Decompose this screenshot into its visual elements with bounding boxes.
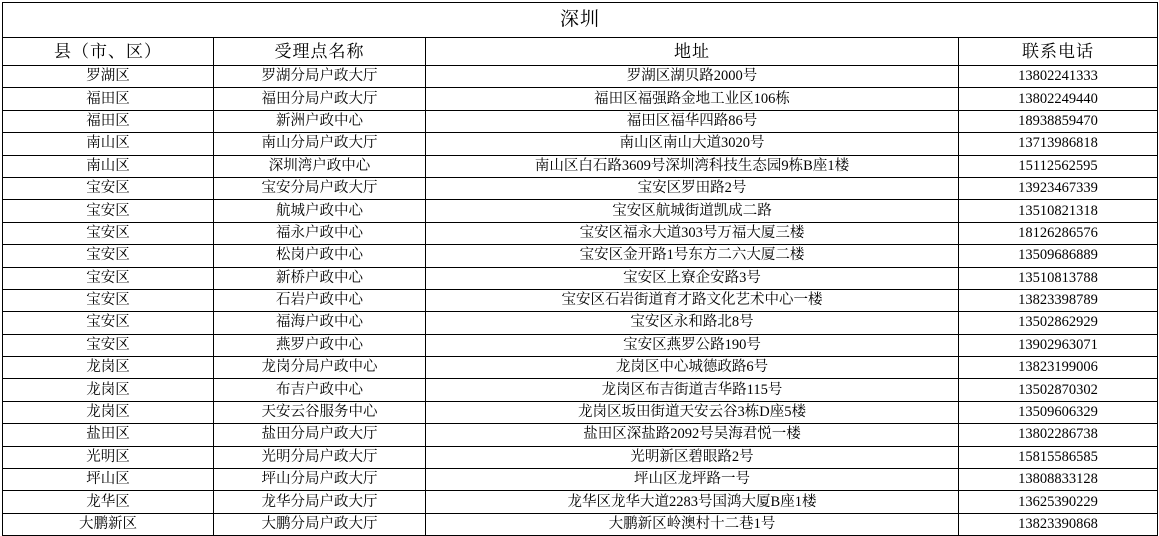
column-header-name: 受理点名称 — [214, 38, 426, 66]
cell-phone: 13902963071 — [959, 334, 1158, 356]
cell-county: 龙岗区 — [3, 379, 214, 401]
table-row — [3, 133, 1158, 155]
table-row — [3, 66, 1158, 88]
cell-county: 南山区 — [3, 155, 214, 177]
cell-address: 福田区福强路金地工业区106栋 — [426, 88, 959, 110]
cell-name: 新桥户政中心 — [214, 267, 426, 289]
table-row — [3, 469, 1158, 491]
cell-phone: 13509606329 — [959, 401, 1158, 423]
cell-address: 宝安区石岩街道育才路文化艺术中心一楼 — [426, 289, 959, 311]
cell-address: 宝安区永和路北8号 — [426, 312, 959, 334]
cell-address: 南山区白石路3609号深圳湾科技生态园9栋B座1楼 — [426, 155, 959, 177]
cell-address: 罗湖区湖贝路2000号 — [426, 66, 959, 88]
table-row — [3, 513, 1158, 535]
cell-address: 宝安区金开路1号东方二六大厦二楼 — [426, 245, 959, 267]
cell-county: 光明区 — [3, 446, 214, 468]
table-row — [3, 312, 1158, 334]
cell-county: 宝安区 — [3, 177, 214, 199]
table-row — [3, 401, 1158, 423]
cell-county: 宝安区 — [3, 267, 214, 289]
cell-name: 福田分局户政大厅 — [214, 88, 426, 110]
cell-name: 坪山分局户政大厅 — [214, 469, 426, 491]
cell-phone: 13509686889 — [959, 245, 1158, 267]
cell-county: 盐田区 — [3, 424, 214, 446]
table-row — [3, 200, 1158, 222]
cell-county: 龙华区 — [3, 491, 214, 513]
cell-phone: 15815586585 — [959, 446, 1158, 468]
table-row — [3, 491, 1158, 513]
table-row — [3, 446, 1158, 468]
cell-name: 航城户政中心 — [214, 200, 426, 222]
title-row — [3, 3, 1158, 38]
cell-name: 福海户政中心 — [214, 312, 426, 334]
cell-name: 燕罗户政中心 — [214, 334, 426, 356]
cell-phone: 15112562595 — [959, 155, 1158, 177]
cell-county: 宝安区 — [3, 312, 214, 334]
cell-phone: 13823390868 — [959, 513, 1158, 535]
cell-name: 福永户政中心 — [214, 222, 426, 244]
cell-name: 光明分局户政大厅 — [214, 446, 426, 468]
table-row — [3, 245, 1158, 267]
cell-name: 盐田分局户政大厅 — [214, 424, 426, 446]
table-row — [3, 424, 1158, 446]
cell-phone: 18938859470 — [959, 110, 1158, 132]
cell-phone: 13502870302 — [959, 379, 1158, 401]
table-row — [3, 357, 1158, 379]
cell-address: 南山区南山大道3020号 — [426, 133, 959, 155]
cell-county: 福田区 — [3, 110, 214, 132]
cell-address: 福田区福华四路86号 — [426, 110, 959, 132]
table-header — [3, 3, 1158, 66]
table-row — [3, 155, 1158, 177]
cell-county: 南山区 — [3, 133, 214, 155]
cell-phone: 13625390229 — [959, 491, 1158, 513]
cell-county: 龙岗区 — [3, 401, 214, 423]
cell-phone: 13802241333 — [959, 66, 1158, 88]
cell-address: 盐田区深盐路2092号吴海君悦一楼 — [426, 424, 959, 446]
cell-phone: 13823199006 — [959, 357, 1158, 379]
cell-county: 罗湖区 — [3, 66, 214, 88]
cell-name: 龙华分局户政大厅 — [214, 491, 426, 513]
cell-name: 新洲户政中心 — [214, 110, 426, 132]
column-header-phone: 联系电话 — [959, 38, 1158, 66]
column-header-address: 地址 — [426, 38, 959, 66]
cell-address: 宝安区航城街道凯成二路 — [426, 200, 959, 222]
cell-name: 龙岗分局户政中心 — [214, 357, 426, 379]
table-row — [3, 334, 1158, 356]
cell-phone: 13510821318 — [959, 200, 1158, 222]
cell-address: 大鹏新区岭澳村十二巷1号 — [426, 513, 959, 535]
cell-phone: 13808833128 — [959, 469, 1158, 491]
cell-address: 龙华区龙华大道2283号国鸿大厦B座1楼 — [426, 491, 959, 513]
cell-address: 光明新区碧眼路2号 — [426, 446, 959, 468]
cell-county: 坪山区 — [3, 469, 214, 491]
cell-phone: 18126286576 — [959, 222, 1158, 244]
cell-name: 大鹏分局户政大厅 — [214, 513, 426, 535]
cell-county: 龙岗区 — [3, 357, 214, 379]
cell-phone: 13502862929 — [959, 312, 1158, 334]
table-row — [3, 379, 1158, 401]
cell-name: 罗湖分局户政大厅 — [214, 66, 426, 88]
table-row — [3, 222, 1158, 244]
cell-county: 宝安区 — [3, 289, 214, 311]
cell-name: 南山分局户政大厅 — [214, 133, 426, 155]
cell-name: 天安云谷服务中心 — [214, 401, 426, 423]
cell-address: 宝安区罗田路2号 — [426, 177, 959, 199]
cell-address: 坪山区龙坪路一号 — [426, 469, 959, 491]
column-header-row — [3, 38, 1158, 66]
cell-name: 石岩户政中心 — [214, 289, 426, 311]
cell-county: 宝安区 — [3, 200, 214, 222]
table-row — [3, 110, 1158, 132]
cell-address: 龙岗区布吉街道吉华路115号 — [426, 379, 959, 401]
cell-phone: 13802249440 — [959, 88, 1158, 110]
table-title: 深圳 — [3, 3, 1158, 38]
cell-name: 宝安分局户政大厅 — [214, 177, 426, 199]
cell-phone: 13713986818 — [959, 133, 1158, 155]
cell-phone: 13802286738 — [959, 424, 1158, 446]
cell-address: 宝安区燕罗公路190号 — [426, 334, 959, 356]
cell-address: 龙岗区坂田街道天安云谷3栋D座5楼 — [426, 401, 959, 423]
table-row — [3, 267, 1158, 289]
cell-name: 深圳湾户政中心 — [214, 155, 426, 177]
cell-county: 宝安区 — [3, 245, 214, 267]
column-header-county: 县（市、区） — [3, 38, 214, 66]
cell-phone: 13923467339 — [959, 177, 1158, 199]
household-registration-table — [2, 2, 1158, 536]
table-row — [3, 177, 1158, 199]
cell-name: 布吉户政中心 — [214, 379, 426, 401]
cell-name: 松岗户政中心 — [214, 245, 426, 267]
table-body — [3, 66, 1158, 536]
cell-address: 宝安区福永大道303号万福大厦三楼 — [426, 222, 959, 244]
table-row — [3, 88, 1158, 110]
document-sheet — [2, 0, 1157, 536]
cell-address: 龙岗区中心城德政路6号 — [426, 357, 959, 379]
table-row — [3, 289, 1158, 311]
cell-phone: 13510813788 — [959, 267, 1158, 289]
cell-phone: 13823398789 — [959, 289, 1158, 311]
cell-county: 福田区 — [3, 88, 214, 110]
cell-county: 宝安区 — [3, 334, 214, 356]
cell-county: 大鹏新区 — [3, 513, 214, 535]
cell-address: 宝安区上寮企安路3号 — [426, 267, 959, 289]
cell-county: 宝安区 — [3, 222, 214, 244]
